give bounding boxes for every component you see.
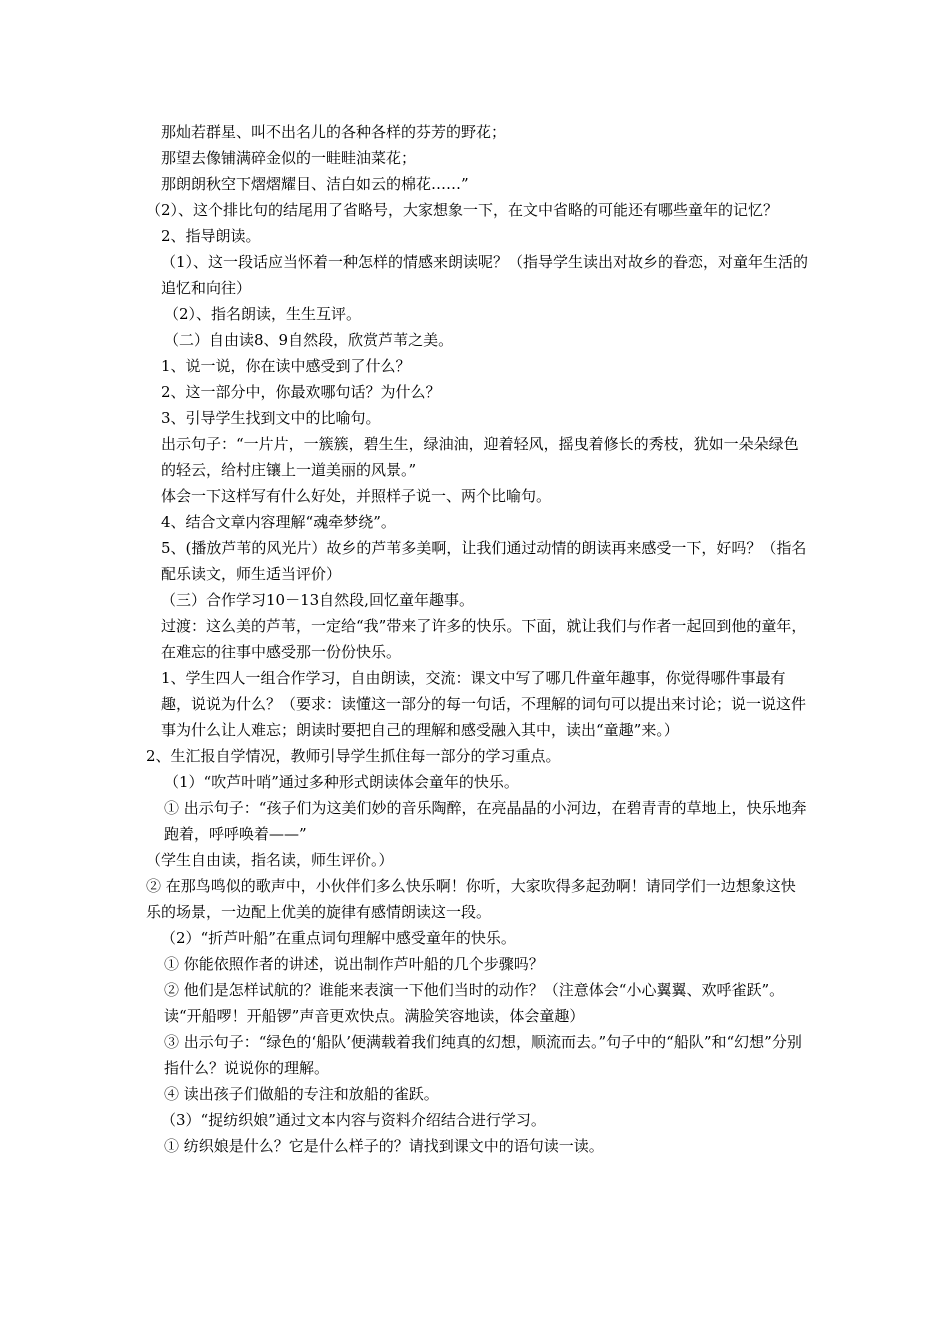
paragraph: （1）、这一段话应当怀着一种怎样的情感来朗读呢？（指导学生读出对故乡的眷恋，对童年生活的追忆和向往） bbox=[161, 253, 809, 297]
paragraph: 过渡：这么美的芦苇，一定给“我”带来了许多的快乐。下面，就让我们与作者一起回到他的童年，在难忘的往事中感受那一份份快乐。 bbox=[161, 617, 807, 661]
paragraph: （3）“捉纺织娘”通过文本内容与资料介绍结合进行学习。 bbox=[161, 1111, 546, 1129]
paragraph: 2、这一部分中，你最欢哪句话？为什么？ bbox=[161, 383, 441, 401]
paragraph: 体会一下这样写有什么好处，并照样子说一、两个比喻句。 bbox=[161, 487, 552, 505]
paragraph: ④ 读出孩子们做船的专注和放船的雀跃。 bbox=[164, 1085, 439, 1103]
paragraph: 1、学生四人一组合作学习，自由朗读，交流：课文中写了哪几件童年趣事，你觉得哪件事最有趣，说说为什么？（要求：读懂这一部分的每一句话，不理解的词句可以提出来讨论；说一说这件事为什么让人难忘；朗读时要把自己的理解和感受融入其中，读出“童趣”来。） bbox=[161, 669, 807, 739]
paragraph: ③ 出示句子：“绿色的‘船队’便满载着我们纯真的幻想，顺流而去。”句子中的“船队”和“幻想”分别指什么？说说你的理解。 bbox=[164, 1033, 802, 1077]
paragraph: 4、结合文章内容理解“魂牵梦绕”。 bbox=[161, 513, 396, 531]
paragraph: 那望去像铺满碎金似的一畦畦油菜花； bbox=[161, 149, 417, 167]
document-body bbox=[146, 119, 810, 1159]
paragraph: （2）“折芦叶船”在重点词句理解中感受童年的快乐。 bbox=[161, 929, 516, 947]
paragraph: （1）“吹芦叶哨”通过多种形式朗读体会童年的快乐。 bbox=[164, 773, 519, 791]
paragraph: 出示句子：“一片片，一簇簇，碧生生，绿油油，迎着轻风，摇曳着修长的秀枝，犹如一朵朵绿色的轻云，给村庄镶上一道美丽的风景。” bbox=[161, 435, 799, 479]
paragraph: 那朗朗秋空下熠熠耀目、洁白如云的棉花……” bbox=[161, 175, 469, 193]
paragraph: 那灿若群星、叫不出名儿的各种各样的芬芳的野花； bbox=[161, 123, 507, 141]
paragraph: 2、指导朗读。 bbox=[161, 227, 261, 245]
paragraph: （学生自由读，指名读，师生评价。） bbox=[146, 851, 394, 869]
paragraph: ② 在那鸟鸣似的歌声中，小伙伴们多么快乐啊！你听，大家吹得多起劲啊！请同学们一边想象这快乐的场景，一边配上优美的旋律有感情朗读这一段。 bbox=[146, 877, 796, 921]
paragraph: ① 你能依照作者的讲述，说出制作芦叶船的几个步骤吗？ bbox=[164, 955, 544, 973]
paragraph: 1、说一说，你在读中感受到了什么？ bbox=[161, 357, 411, 375]
paragraph: 2、生汇报自学情况，教师引导学生抓住每一部分的学习重点。 bbox=[146, 747, 561, 765]
paragraph: （二）自由读8、9自然段，欣赏芦苇之美。 bbox=[164, 331, 454, 349]
paragraph: （三）合作学习10－13自然段,回忆童年趣事。 bbox=[161, 591, 474, 609]
paragraph: 3、引导学生找到文中的比喻句。 bbox=[161, 409, 381, 427]
paragraph: 5、(播放芦苇的风光片）故乡的芦苇多美啊，让我们通过动情的朗读再来感受一下，好吗？（指名配乐读文，师生适当评价） bbox=[161, 539, 807, 583]
paragraph: （2）、这个排比句的结尾用了省略号，大家想象一下，在文中省略的可能还有哪些童年的记忆？ bbox=[146, 201, 779, 219]
paragraph: ① 纺织娘是什么？它是什么样子的？请找到课文中的语句读一读。 bbox=[164, 1137, 604, 1155]
paragraph: （2）、指名朗读，生生互评。 bbox=[164, 305, 362, 323]
paragraph: ② 他们是怎样试航的？谁能来表演一下他们当时的动作？（注意体会“小心翼翼、欢呼雀跃”。读“开船啰！开船锣”声音更欢快点。满脸笑容地读，体会童趣） bbox=[164, 981, 785, 1025]
paragraph: ① 出示句子：“孩子们为这美们妙的音乐陶醉，在亮晶晶的小河边，在碧青青的草地上，快乐地奔跑着，呼呼唤着——” bbox=[164, 799, 807, 843]
